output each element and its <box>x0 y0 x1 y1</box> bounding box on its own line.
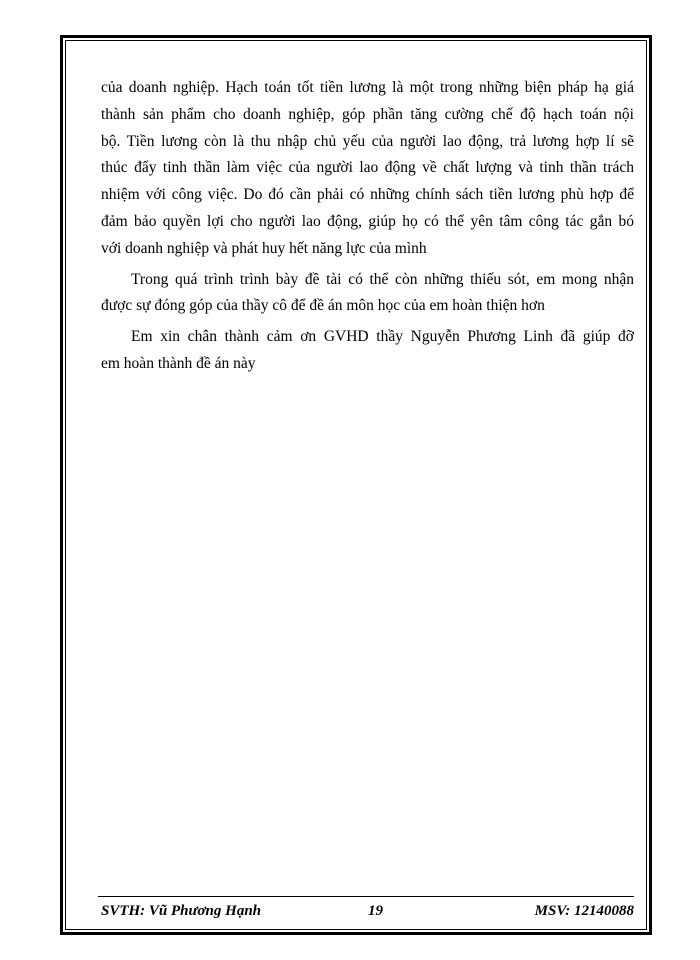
footer-student-id: MSV: 12140088 <box>534 903 634 919</box>
paragraph-2 <box>101 267 634 321</box>
document-body <box>101 75 634 378</box>
footer-page-number: 19 <box>368 903 383 919</box>
footer-rule <box>98 896 634 897</box>
text-line: của doanh nghiệp. Hạch toán tốt tiền lương là một trong những biện pháp hạ giá <box>101 79 634 96</box>
page-footer <box>101 900 634 922</box>
text-line: đảm bảo quyền lợi cho người lao động, giúp họ có thể yên tâm công tác gắn bó <box>101 212 634 230</box>
paragraph-3 <box>101 324 634 378</box>
text-line: thúc đẩy tinh thần làm việc của người lao động về chất lượng và tinh thần trách <box>101 159 634 177</box>
text-line: với doanh nghiệp và phát huy hết năng lực của mình <box>101 239 427 257</box>
paragraph-1 <box>101 75 634 263</box>
text-line: Em xin chân thành cảm ơn GVHD thầy Nguyễn Phương Linh đã giúp đỡ <box>131 328 634 346</box>
footer-author: SVTH: Vũ Phương Hạnh <box>101 903 262 919</box>
text-line: được sự đóng góp của thầy cô để đề án môn học của em hoàn thiện hơn <box>101 297 545 315</box>
text-line: em hoàn thành đề án này <box>101 354 256 372</box>
text-line: bộ. Tiền lương còn là thu nhập chủ yếu của người lao động, trả lương hợp lí sẽ <box>101 132 634 150</box>
text-line: Trong quá trình trình bày đề tài có thể còn những thiếu sót, em mong nhận <box>131 270 634 288</box>
text-line: nhiệm với công việc. Do đó cần phải có những chính sách tiền lương phù hợp để <box>101 186 634 204</box>
text-line: thành sản phẩm cho doanh nghiệp, góp phần tăng cường chế độ hạch toán nội <box>101 105 634 123</box>
